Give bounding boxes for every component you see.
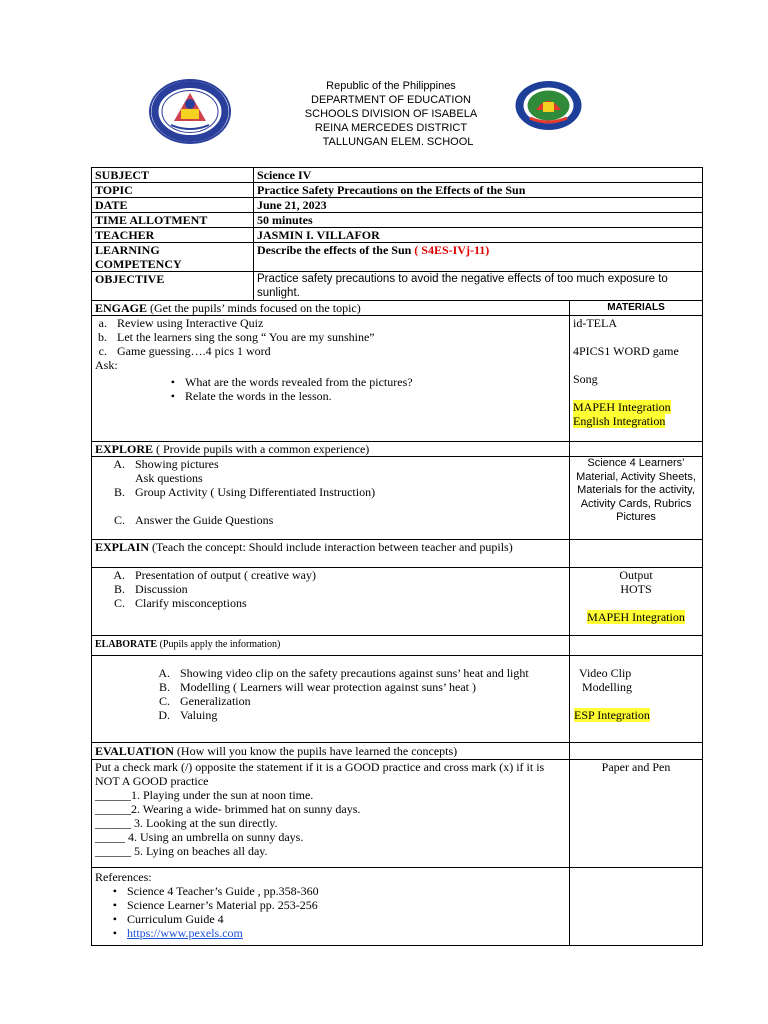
list-item: A. Showing video clip on the safety precautions against suns’ heat and light [158, 666, 529, 680]
subject-label: SUBJECT [92, 168, 254, 183]
list-item: b. Let the learners sing the song “ You are my sunshine” [98, 330, 375, 344]
competency-value [254, 243, 703, 272]
header-division: SCHOOLS DIVISION OF ISABELA [304, 108, 478, 120]
engage-subtitle: (Get the pupils’ minds focused on the topic) [147, 301, 361, 315]
time-allotment-value: 50 minutes [254, 213, 703, 228]
evaluation-subtitle: (How will you know the pupils have learned the concepts) [173, 744, 458, 758]
lesson-plan-table [91, 167, 703, 946]
integration-badge: ESP Integration [574, 708, 650, 722]
evaluation-item: ______ 3. Looking at the sun directly. [95, 816, 278, 830]
evaluation-item: _____ 4. Using an umbrella on sunny days. [95, 830, 304, 844]
engage-content [92, 316, 570, 442]
evaluation-item: ______2. Wearing a wide- brimmed hat on sunny days. [95, 802, 361, 816]
materials-header: MATERIALS [570, 301, 703, 316]
bullet-item: • Relate the words in the lesson. [170, 389, 332, 403]
evaluation-content [92, 760, 570, 868]
reference-item: • https://www.pexels.com [112, 926, 243, 940]
evaluation-item: ______ 5. Lying on beaches all day. [95, 844, 268, 858]
material-item: 4PICS1 WORD game [573, 344, 679, 358]
list-item: A. Showing pictures [113, 457, 219, 471]
list-item: c. Game guessing….4 pics 1 word [98, 344, 271, 358]
elaborate-content [92, 656, 570, 743]
date-label: DATE [92, 198, 254, 213]
objective-label: OBJECTIVE [92, 272, 254, 301]
explore-title: EXPLORE [95, 442, 154, 456]
list-item: D. Valuing [158, 708, 218, 722]
elaborate-title: ELABORATE [95, 639, 158, 650]
material-item: Modelling [582, 680, 632, 694]
list-item: B. Group Activity ( Using Differentiated Instruction) [113, 485, 376, 499]
topic-label: TOPIC [92, 183, 254, 198]
competency-label [92, 243, 254, 272]
material-item: Video Clip [579, 666, 632, 680]
teacher-label: TEACHER [92, 228, 254, 243]
elaborate-subtitle: (Pupils apply the information) [157, 639, 281, 650]
reference-link[interactable]: https://www.pexels.com [127, 926, 243, 940]
material-item: HOTS [620, 582, 652, 596]
engage-header [92, 301, 570, 316]
explain-materials [570, 568, 703, 636]
explore-header [92, 442, 570, 457]
list-item: B. Discussion [113, 582, 188, 596]
bullet-item: • What are the words revealed from the pictures? [170, 375, 413, 389]
reference-item: • Curriculum Guide 4 [112, 912, 224, 926]
competency-label-line2: COMPETENCY [95, 257, 182, 271]
competency-text: Describe the effects of the Sun [257, 243, 415, 257]
material-item: Song [573, 372, 598, 386]
elaborate-materials [570, 656, 703, 743]
subject-value: Science IV [254, 168, 703, 183]
evaluation-instructions: Put a check mark (/) opposite the statement if it is a GOOD practice and cross mark (x) if it is NOT A GOOD practice [95, 760, 545, 788]
evaluation-title: EVALUATION [95, 744, 174, 758]
date-value: June 21, 2023 [254, 198, 703, 213]
list-item: Ask questions [135, 471, 203, 485]
material-item: id-TELA [573, 316, 617, 330]
header-school: TALLUNGAN ELEM. SCHOOL [322, 136, 474, 148]
header-district: REINA MERCEDES DISTRICT [314, 122, 468, 134]
explain-header [92, 540, 570, 568]
time-allotment-label: TIME ALLOTMENT [92, 213, 254, 228]
reference-item: • Science 4 Teacher’s Guide , pp.358-360 [112, 884, 319, 898]
list-item: B. Modelling ( Learners will wear protection against suns’ heat ) [158, 680, 477, 694]
objective-value: Practice safety precautions to avoid the negative effects of too much exposure to sunlight. [254, 272, 703, 301]
teacher-value: JASMIN I. VILLAFOR [254, 228, 703, 243]
ask-label: Ask: [95, 358, 118, 372]
integration-badge: English Integration [573, 414, 666, 428]
document-header [0, 79, 768, 149]
list-item: a. Review using Interactive Quiz [98, 316, 264, 330]
references-title: References: [95, 870, 152, 884]
explore-materials: Science 4 Learners’ Material, Activity Sheets, Materials for the activity, Activity Cards, Rubrics Pictures [570, 457, 703, 540]
header-republic: Republic of the Philippines [326, 80, 456, 92]
competency-label-line1: LEARNING [95, 243, 160, 257]
evaluation-item: ______1. Playing under the sun at noon time. [95, 788, 314, 802]
explain-content [92, 568, 570, 636]
list-item: C. Generalization [158, 694, 251, 708]
references-content [92, 868, 570, 946]
elaborate-header [92, 636, 570, 656]
topic-value: Practice Safety Precautions on the Effects of the Sun [254, 183, 703, 198]
material-item: Output [619, 568, 653, 582]
integration-badge: MAPEH Integration [573, 400, 671, 414]
evaluation-header [92, 743, 570, 760]
list-item: A. Presentation of output ( creative way) [113, 568, 316, 582]
explain-subtitle: (Teach the concept: Should include interaction between teacher and pupils) [149, 540, 513, 554]
engage-materials [570, 316, 703, 442]
explore-content [92, 457, 570, 540]
explain-title: EXPLAIN [95, 540, 150, 554]
explore-subtitle: ( Provide pupils with a common experience) [153, 442, 370, 456]
list-item: C. Answer the Guide Questions [113, 513, 274, 527]
evaluation-materials: Paper and Pen [570, 760, 703, 868]
engage-title: ENGAGE [95, 301, 148, 315]
competency-code: ( S4ES-IVj-11) [414, 243, 490, 257]
list-item: C. Clarify misconceptions [113, 596, 247, 610]
header-department: DEPARTMENT OF EDUCATION [311, 94, 471, 106]
integration-badge: MAPEH Integration [587, 610, 685, 624]
reference-item: • Science Learner’s Material pp. 253-256 [112, 898, 318, 912]
